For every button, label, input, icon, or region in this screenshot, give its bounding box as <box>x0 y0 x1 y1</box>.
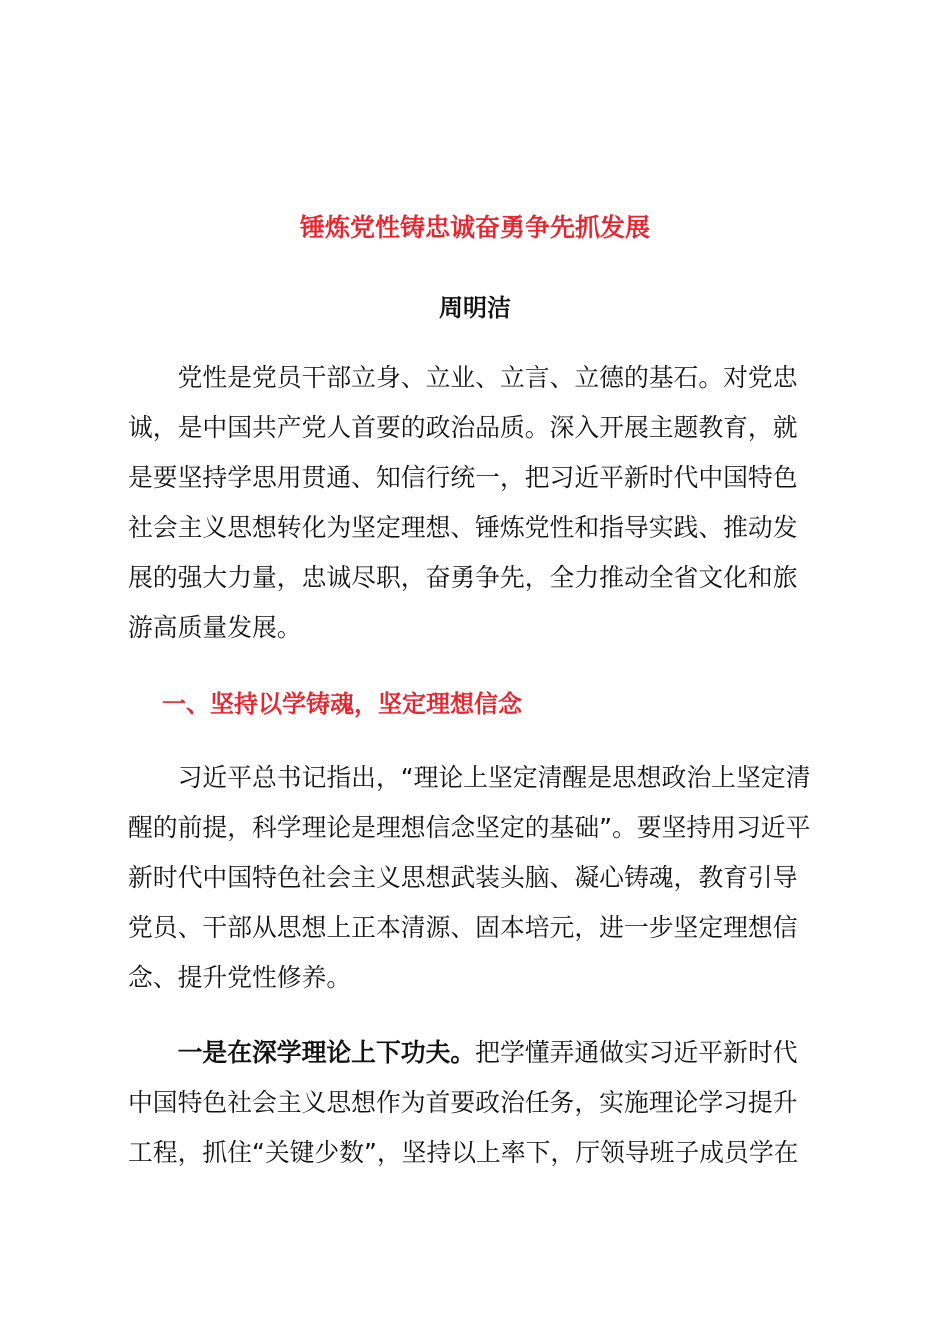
point-1-body: 把学懂弄通做实习近平新时代中国特色社会主义思想作为首要政治任务，实施理论学习提升工程，抓住“关键少数”，坚持以上率下，厅领导班子成员学在 <box>128 1038 799 1167</box>
document-title: 锤炼党性铸忠诚奋勇争先抓发展 <box>299 213 650 242</box>
point-1-paragraph <box>128 1028 818 1178</box>
intro-paragraph: 党性是党员干部立身、立业、立言、立德的基石。对党忠诚，是中国共产党人首要的政治品质。深入开展主题教育，就是要坚持学思用贯通、知信行统一，把习近平新时代中国特色社会主义思想转化为坚定理想、锤炼党性和指导实践、推动发展的强大力量，忠诚尽职，奋勇争先，全力推动全省文化和旅游高质量发展。 <box>128 363 798 642</box>
point-1-lead: 一是在深学理论上下功夫。 <box>177 1038 476 1067</box>
section-heading-1: 一、坚持以学铸魂，坚定理想信念 <box>162 690 522 718</box>
author-name: 周明洁 <box>439 294 511 322</box>
section-1-paragraph: 习近平总书记指出，“理论上坚定清醒是思想政治上坚定清醒的前提，科学理论是理想信念坚定的基础”。要坚持用习近平新时代中国特色社会主义思想武装头脑、凝心铸魂，教育引导党员、干部从思想上正本清源、固本培元，进一步坚定理想信念、提升党性修养。 <box>128 763 811 992</box>
